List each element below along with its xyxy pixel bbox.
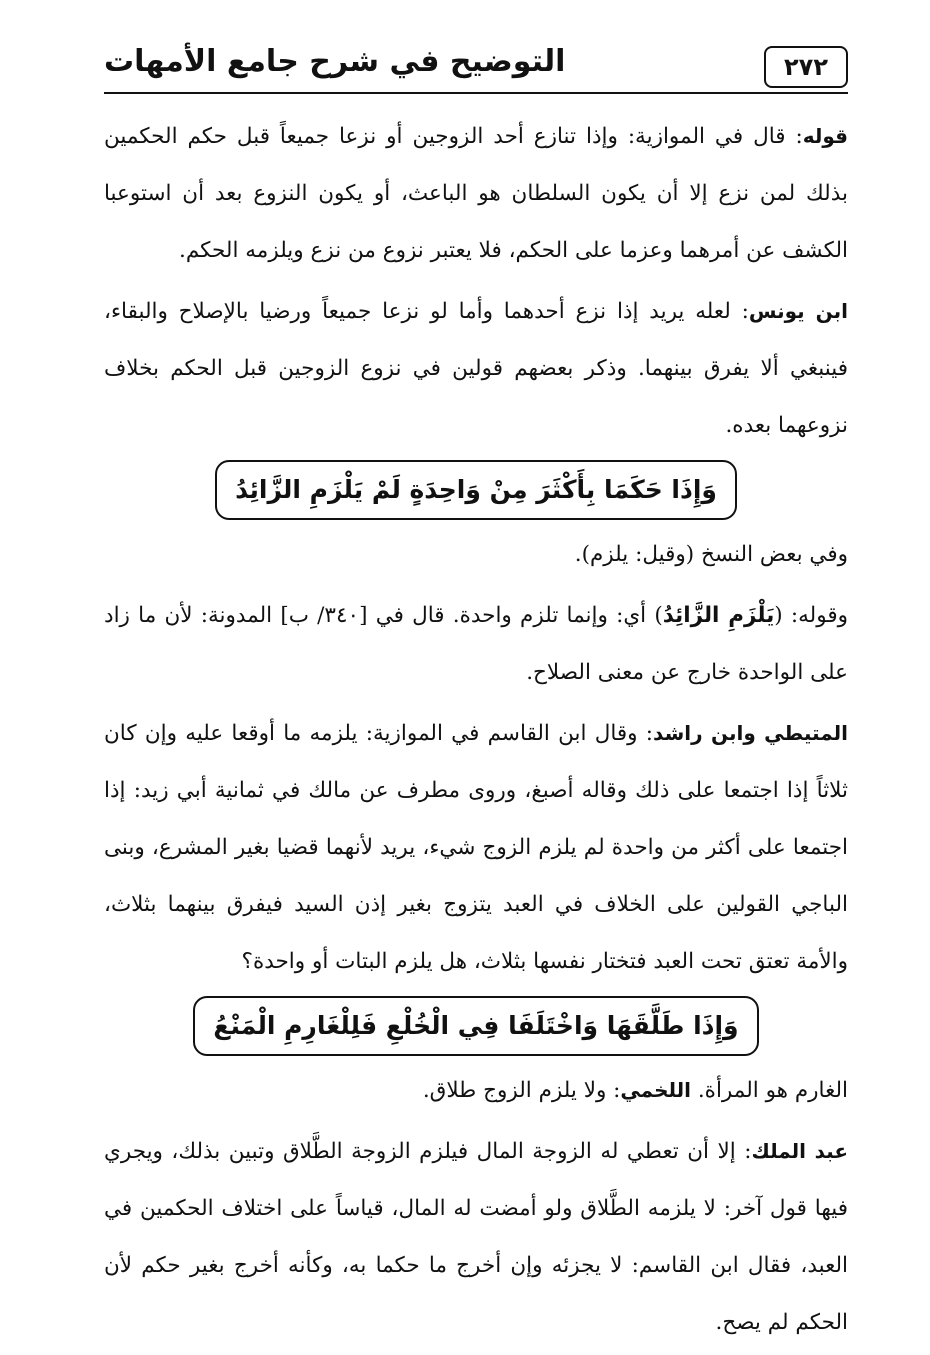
matn-quote-1-wrap: [104, 460, 848, 520]
paragraph-text: : إلا أن تعطي له الزوجة المال فيلزم الزوجة الطَّلاق وتبين بذلك، ويجري فيها قول آخر: لا يلزمه الطَّلاق ولو أمضت له المال، قياساً على اختلاف الحكمين في العبد، فقال ابن القاسم: لا يجزئه وإن أخرج ما حكما به، وكأنه أخرج بغير حكم لأن الحكم لم يصح.: [104, 1139, 848, 1335]
matn-quote: وَإِذَا طَلَّقَهَا وَاخْتَلَفَا فِي الْخُلْعِ فَلِلْغَارِمِ الْمَنْعُ: [193, 996, 758, 1056]
speaker-label: اللخمي: [620, 1078, 692, 1102]
paragraph-text: ) أي: وإنما تلزم واحدة. قال في [٣٤٠/ ب] المدونة: لأن ما زاد على الواحدة خارج عن معنى الصلاح.: [104, 603, 848, 685]
paragraph-manuscript-note: وفي بعض النسخ (وقيل: يلزم).: [574, 542, 848, 567]
paragraph-text: : قال في الموازية: وإذا تنازع أحد الزوجين أو نزعا جميعاً قبل حكم الحكمين بذلك لمن نزع إلا أن يكون السلطان هو الباعث، أو يكون النزوع بعد أن استوعبا الكشف عن أمرهما وعزما على الحكم، فلا يعتبر نزوع من نزع ويلزمه الحكم.: [104, 124, 848, 263]
speaker-label: قوله: [802, 124, 848, 148]
paragraph-mutaytiy: [104, 705, 848, 990]
paragraph-qawluh: [104, 108, 848, 279]
page-number: ٢٧٢: [764, 46, 848, 88]
matn-quote-2-wrap: [104, 996, 848, 1056]
page-header: [104, 40, 848, 92]
paragraph-ibn-yunus: [104, 283, 848, 454]
paragraph-text: : ولا يلزم الزوج طلاق.: [422, 1078, 621, 1103]
page-body: [104, 108, 848, 1355]
speaker-label: المتيطي وابن راشد: [653, 721, 848, 745]
inline-matn: يَلْزَمِ الزَّائِدُ: [662, 603, 775, 628]
paragraph-text: : لعله يريد إذا نزع أحدهما وأما لو نزعا جميعاً ورضيا بالإصلاح والبقاء، فينبغي ألا يفرق بينهما. وذكر بعضهم قولين في نزوع الزوجين قبل الحكم بخلاف نزوعهما بعده.: [104, 299, 848, 438]
paragraph-text: : وقال ابن القاسم في الموازية: يلزمه ما أوقعا عليه وإن كان ثلاثاً إذا اجتمعا على ذلك وقاله أصبغ، وروى مطرف عن مالك في ثمانية أبي زيد: إذا اجتمعا على أكثر من واحدة لم يلزم الزوج شيء، يريد لأنهما قضيا بغير المشرع، وبنى الباجي القولين على الخلاف في العبد يتزوج بغير إذن السيد فيفرق بينهما بثلاث، والأمة تعتق تحت العبد فتختار نفسها بثلاث، هل يلزم البتات أو واحدة؟: [104, 721, 848, 974]
paragraph-text: وقوله: (: [774, 603, 848, 628]
speaker-label: ابن يونس: [748, 299, 848, 323]
paragraph-text: الغارم هو المرأة.: [691, 1078, 848, 1103]
paragraph-abd-al-malik: [104, 1123, 848, 1351]
header-rule: [104, 92, 848, 94]
paragraph-gharim: [104, 1062, 848, 1119]
running-title: التوضيح في شرح جامع الأمهات: [104, 44, 566, 79]
paragraph-qawluhu: [104, 587, 848, 701]
matn-quote: وَإِذَا حَكَمَا بِأَكْثَرَ مِنْ وَاحِدَةٍ لَمْ يَلْزَمِ الزَّائِدُ: [215, 460, 737, 520]
speaker-label: عبد الملك: [751, 1139, 848, 1163]
